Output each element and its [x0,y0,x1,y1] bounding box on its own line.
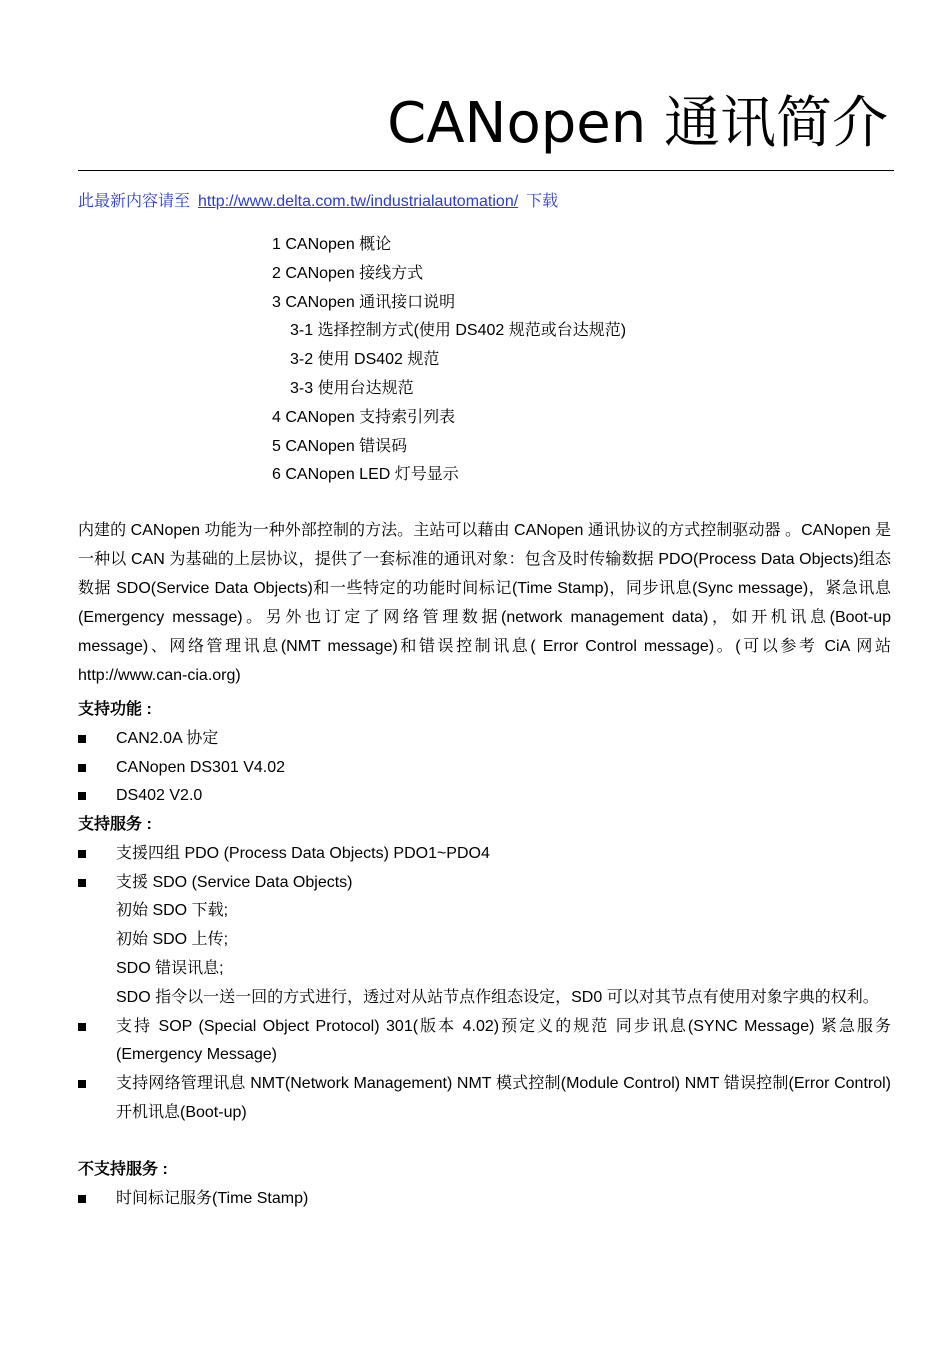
list-item [78,782,891,811]
list-item [78,1070,891,1128]
list-item-text: CANopen DS301 V4.02 [116,758,285,776]
toc-item: 4 CANopen 支持索引列表 [272,408,456,426]
sdo-detail-line: 初始 SDO 下载; [116,902,229,920]
page-title: CANopen 通讯简介 [387,91,888,156]
download-notice [78,188,558,211]
download-suffix: 下载 [526,193,559,210]
list-item [78,869,891,898]
list-item [78,725,891,754]
table-of-contents [272,231,626,490]
list-item [78,754,891,783]
toc-subitem: 3-1 选择控制方式(使用 DS402 规范或台达规范) [290,322,627,340]
bullet-icon [78,1195,86,1203]
toc-item: 5 CANopen 错误码 [272,437,408,455]
toc-item: 6 CANopen LED 灯号显示 [272,466,459,484]
bullet-icon [78,1023,86,1031]
intro-paragraph: 内建的 CANopen 功能为一种外部控制的方法。主站可以藉由 CANopen 通讯协议的方式控制驱动器 。CANopen 是一种以 CAN 为基础的上层协议，提供了一套标准的通讯对象：包含及时传输数据 PDO(Process Data Objects)组态数据 SDO(Service Data Objects)和一些特定的功能时间标记(Time Stamp)，同步讯息(Sync message)，紧急讯息(Emergency message)。另外也订定了网络管理数据(network management data)，如开机讯息(Boot-up message)、网络管理讯息(NMT message)和错误控制讯息( Error Control message)。(可以参考 CiA 网站 http://www.can-cia.org) [78,522,891,684]
download-link[interactable]: http://www.delta.com.tw/industrialautomation/ [198,193,519,210]
list-item-text: 支援 SDO (Service Data Objects) [116,873,353,891]
supported-features-section [78,696,891,811]
supported-services-heading: 支持服务 : [78,816,152,833]
toc-item: 1 CANopen 概论 [272,236,392,253]
list-item [78,840,891,869]
sdo-detail-line: SDO 指令以一送一回的方式进行，透过对从站节点作组态设定，SD0 可以对其节点有使用对象字典的权利。 [116,988,879,1006]
list-item-text: 支持网络管理讯息 NMT(Network Management) NMT 模式控制(Module Control) NMT 错误控制(Error Control) 开机讯息(Boot-up) [116,1075,891,1121]
list-item-text: 支援四组 PDO (Process Data Objects) PDO1~PDO4 [116,844,490,862]
download-prefix: 此最新内容请至 [78,193,191,210]
list-item-text: 时间标记服务(Time Stamp) [116,1189,309,1207]
bullet-icon [78,879,86,887]
bullet-icon [78,764,86,772]
bullet-icon [78,735,86,743]
bullet-icon [78,792,86,800]
list-item [78,1185,891,1214]
toc-item: 3 CANopen 通讯接口说明 [272,293,456,311]
toc-subitem: 3-3 使用台达规范 [290,379,414,397]
unsupported-services-section [78,1156,891,1214]
list-item-text: CAN2.0A 协定 [116,729,219,747]
list-item-text: DS402 V2.0 [116,787,203,805]
list-item [78,1013,891,1071]
supported-features-heading: 支持功能 : [78,701,152,718]
sdo-detail-line: SDO 错误讯息; [116,959,224,977]
bullet-icon [78,850,86,858]
supported-services-section [78,811,891,1128]
toc-item: 2 CANopen 接线方式 [272,264,424,282]
bullet-icon [78,1080,86,1088]
toc-subitem: 3-2 使用 DS402 规范 [290,351,440,369]
unsupported-services-heading: 不支持服务 : [78,1161,168,1178]
sdo-detail-line: 初始 SDO 上传; [116,931,229,949]
title-divider [78,170,894,171]
list-item-text: 支持 SOP (Special Object Protocol) 301(版本 4.02)预定义的规范 同步讯息(SYNC Message) 紧急服务(Emergency Message) [116,1017,891,1064]
